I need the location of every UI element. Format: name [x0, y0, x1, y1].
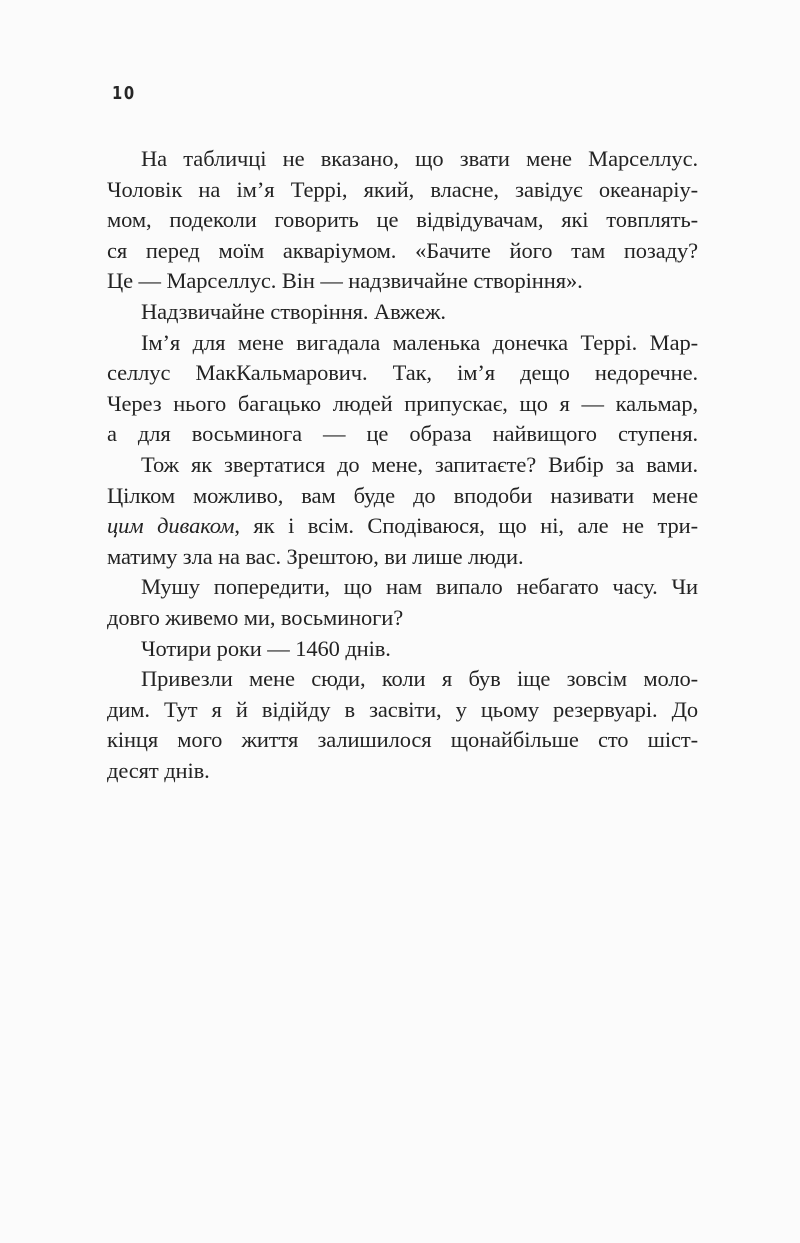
page-number: 10	[112, 83, 136, 104]
text-line: Чотири роки — 1460 днів.	[141, 635, 391, 661]
paragraph	[107, 328, 698, 450]
text-line: ся перед моїм акваріумом. «Бачите його там позаду?	[107, 237, 698, 263]
text-line: дим. Тут я й відійду в засвіти, у цьому резервуарі. До	[107, 696, 698, 722]
text-line: матиму зла на вас. Зрештою, ви лише люди.	[107, 543, 524, 569]
paragraph	[107, 144, 698, 297]
text-line: Надзвичайне створіння. Авжеж.	[141, 298, 446, 324]
text-line: довго живемо ми, восьминоги?	[107, 604, 404, 630]
paragraph	[107, 664, 698, 786]
text-line: Через нього багацько людей припускає, що я — кальмар,	[107, 390, 698, 416]
paragraph	[107, 297, 698, 328]
text-line: мом, подеколи говорить це відвідувачам, які товплять-	[107, 207, 698, 233]
text-line: На табличці не вказано, що звати мене Марселлус.	[141, 146, 698, 171]
text-line: Цілком можливо, вам буде до вподоби називати мене	[107, 482, 698, 508]
text-line: Привезли мене сюди, коли я був іще зовсім моло-	[141, 666, 698, 692]
text-line: кінця мого життя залишилося щонайбільше сто шіст-	[107, 727, 698, 753]
body-text	[107, 144, 698, 786]
text-line	[107, 511, 698, 542]
text-segment: , як і всім. Сподіваюся, що ні, але не три-	[234, 513, 698, 539]
text-line: Це — Марселлус. Він — надзвичайне створіння».	[107, 268, 583, 294]
text-line: а для восьминога — це образа найвищого ступеня.	[107, 421, 698, 447]
text-line: Тож як звертатися до мене, запитаєте? Вибір за вами.	[141, 451, 698, 477]
italic-phrase: цим диваком	[107, 513, 235, 539]
text-line: Ім’я для мене вигадала маленька донечка Террі. Мар-	[141, 329, 698, 355]
paragraph	[107, 634, 698, 665]
text-line: Мушу попередити, що нам випало небагато часу. Чи	[141, 574, 698, 600]
paragraph	[107, 450, 698, 572]
text-line: Чоловік на ім’я Террі, який, власне, завідує океанаріу-	[107, 176, 698, 202]
text-line: десят днів.	[107, 757, 210, 783]
text-line: селлус МакКальмарович. Так, ім’я дещо недоречне.	[107, 360, 698, 386]
paragraph	[107, 572, 698, 633]
